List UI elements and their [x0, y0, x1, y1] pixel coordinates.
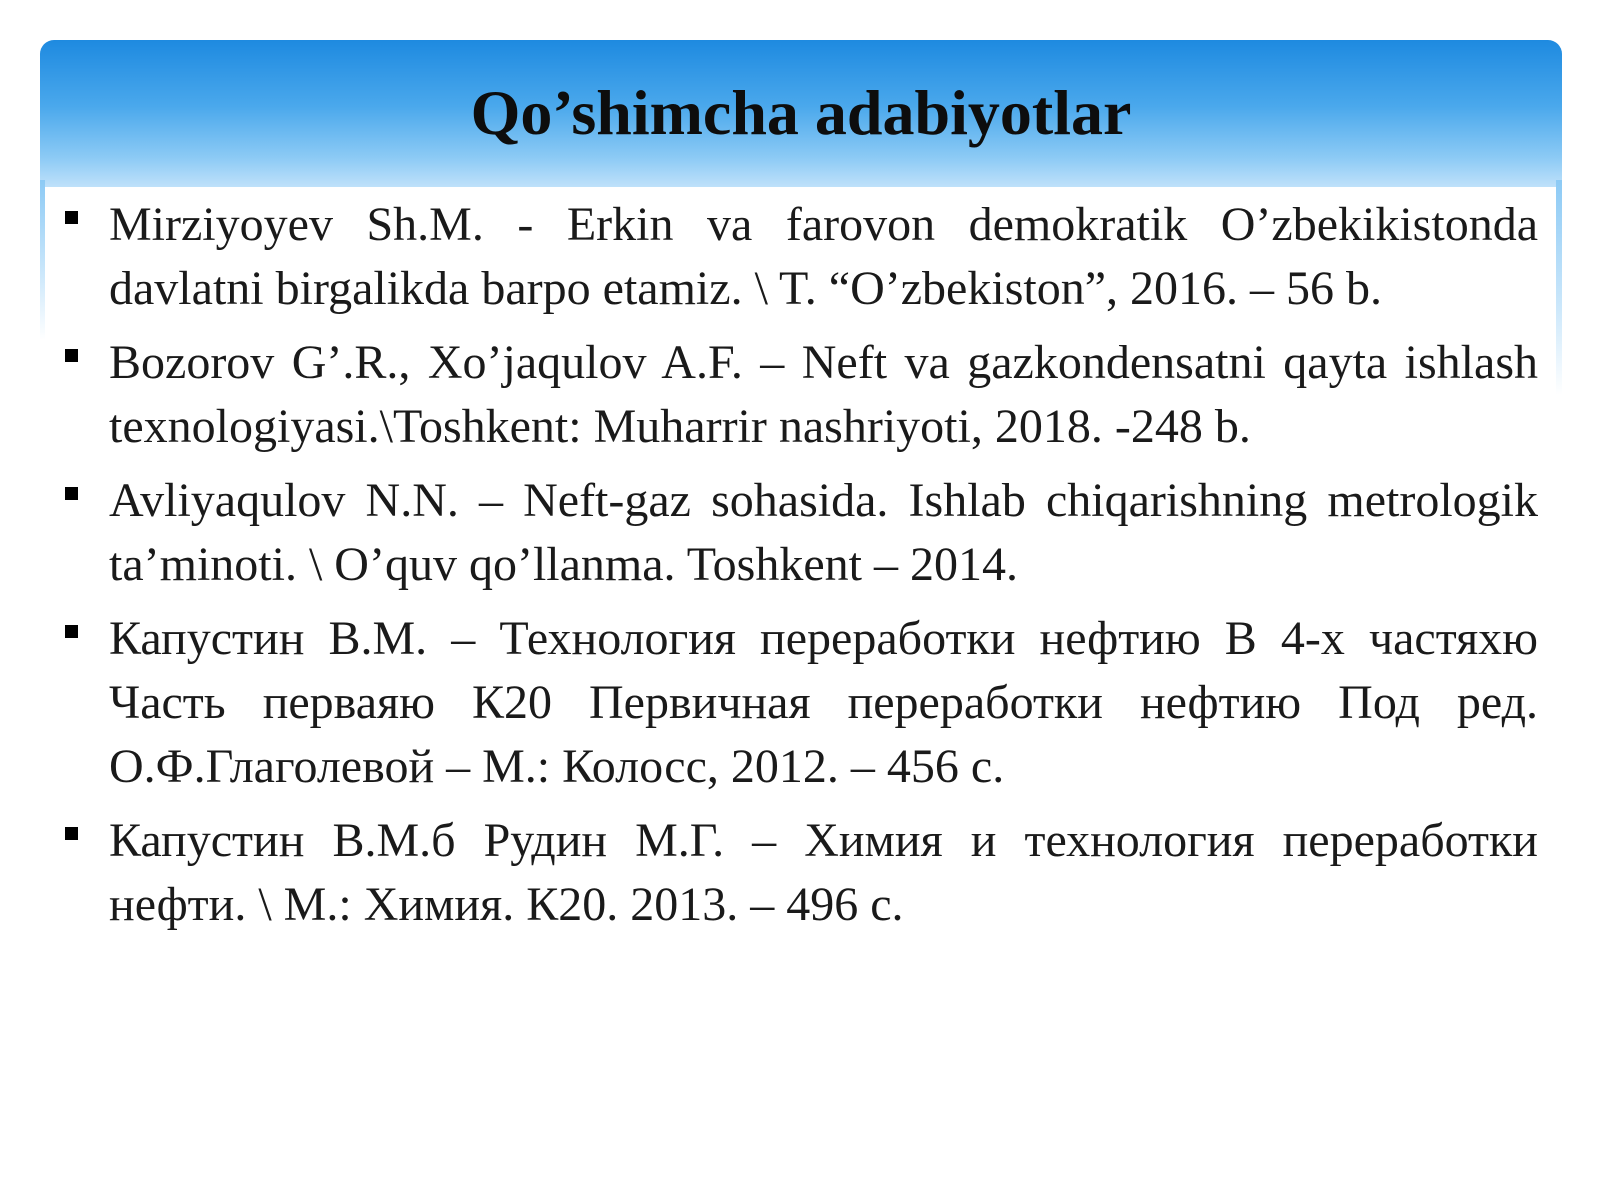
- reference-item: [62, 809, 1538, 937]
- banner-left-edge: [40, 180, 45, 340]
- square-bullet-icon: [65, 349, 78, 362]
- reference-text: Bozorov G’.R., Xo’jaqulov A.F. – Neft va gazkondensatni qayta ishlash texnologiyasi.\Toshkent: Muharrir nashriyoti, 2018. -248 b.: [109, 336, 1538, 453]
- square-bullet-icon: [65, 211, 78, 224]
- slide-title: Qo’shimcha adabiyotlar: [470, 77, 1132, 148]
- square-bullet-icon: [65, 625, 78, 638]
- reference-text: Капустин В.М. – Технология переработки нефтию В 4-х частяхю Часть перваяю К20 Первичная переработки нефтию Под ред. О.Ф.Глаголевой – М.: Колосс, 2012. – 456 с.: [109, 612, 1538, 793]
- banner-right-edge: [1556, 180, 1562, 395]
- square-bullet-icon: [65, 487, 78, 500]
- reference-item: [62, 331, 1538, 459]
- reference-text: Капустин В.М.б Рудин М.Г. – Химия и технология переработки нефти. \ М.: Химия. К20. 2013. – 496 с.: [109, 814, 1538, 931]
- square-bullet-icon: [65, 827, 78, 840]
- reference-text: Mirziyoyev Sh.M. - Erkin va farovon demokratik O’zbekikistonda davlatni birgalikda barpo etamiz. \ T. “O’zbekiston”, 2016. – 56 b.: [109, 198, 1538, 315]
- reference-list: [62, 193, 1538, 947]
- reference-text: Avliyaqulov N.N. – Neft-gaz sohasida. Ishlab chiqarishning metrologik ta’minoti. \ O’quv qo’llanma. Toshkent – 2014.: [109, 474, 1538, 591]
- reference-item: [62, 469, 1538, 597]
- reference-item: [62, 607, 1538, 799]
- reference-item: [62, 193, 1538, 321]
